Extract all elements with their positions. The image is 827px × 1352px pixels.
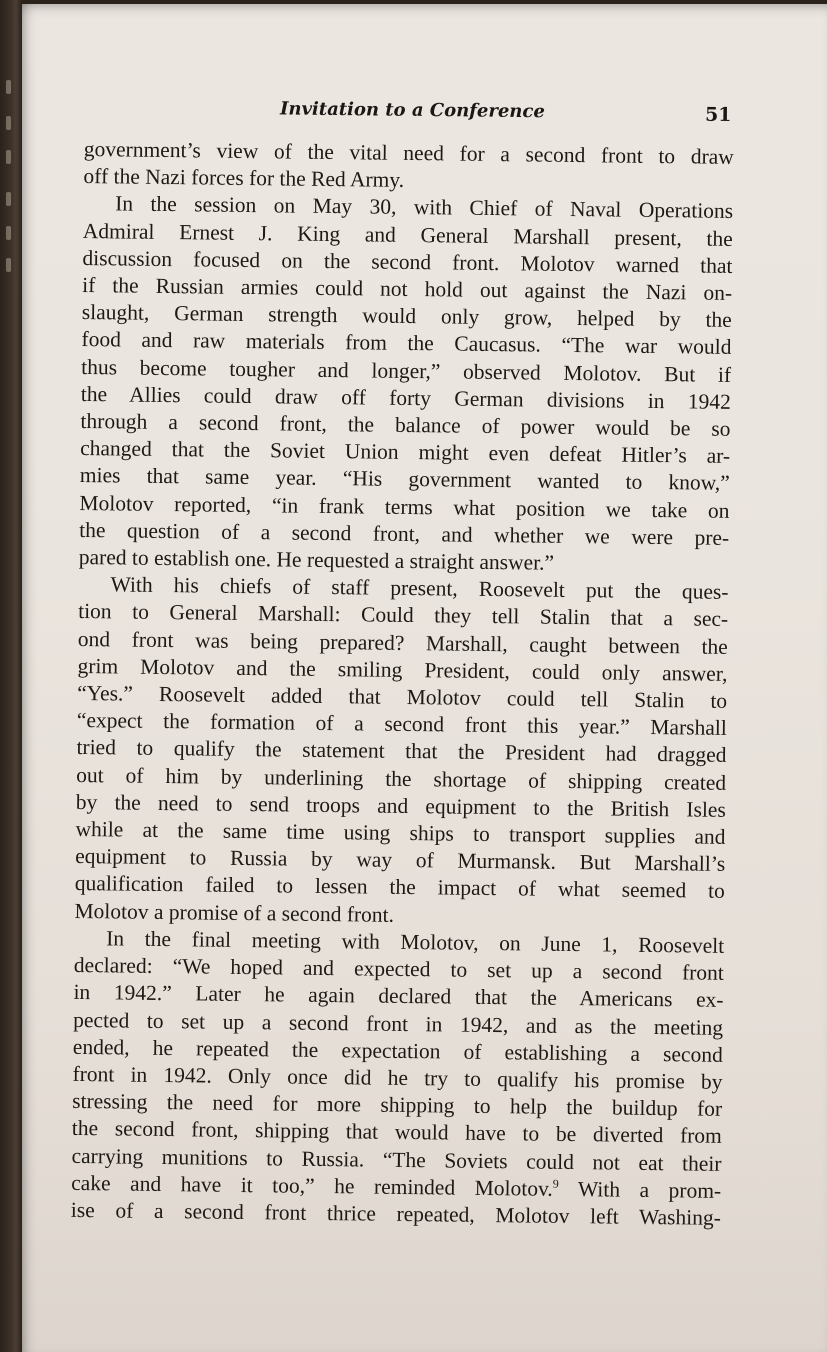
text-line-content: Admiral Ernest J. King and General Marshall present, the xyxy=(82,218,733,251)
text-line-content: by the need to send troops and equipment to the British Isles xyxy=(75,789,726,822)
text-line-content: the question of a second front, and whether we were pre- xyxy=(79,517,730,550)
text-line-content: slaught, German strength would only grow, helped by the xyxy=(81,300,732,333)
text-line-content: off the Nazi forces for the Red Army. xyxy=(83,164,405,193)
text-line-content: food and raw materials from the Caucasus. “The war would xyxy=(81,327,732,360)
text-line-content: tried to qualify the statement that the President had dragged xyxy=(76,735,727,768)
text-line-content: With his chiefs of staff present, Roosevelt put the ques- xyxy=(110,572,729,605)
text-line-content: carrying munitions to Russia. “The Soviets could not eat their xyxy=(71,1143,722,1176)
text-line-content: ond front was being prepared? Marshall, caught between the xyxy=(77,626,728,659)
body-text xyxy=(71,136,734,1232)
text-line-content: In the final meeting with Molotov, on June 1, Roosevelt xyxy=(106,926,725,958)
text-line-content: through a second front, the balance of power would be so xyxy=(80,409,731,441)
facing-page-edge xyxy=(0,80,22,360)
book-page xyxy=(22,4,827,1352)
text-line-content: the Allies could draw off forty German divisions in 1942 xyxy=(80,381,731,414)
text-line-content: tion to General Marshall: Could they tell Stalin that a sec- xyxy=(78,599,729,632)
text-line-content: pared to establish one. He requested a straight answer.” xyxy=(78,545,555,575)
text-line-content: thus become tougher and longer,” observed Molotov. But if xyxy=(81,354,732,387)
text-line-content: changed that the Soviet Union might even defeat Hitler’s ar- xyxy=(80,436,731,469)
text-line-content: out of him by underlining the shortage of shipping created xyxy=(76,762,727,795)
text-line-content: in 1942.” Later he again declared that the Americans ex- xyxy=(73,980,724,1013)
text-line-content: ise of a second front thrice repeated, Molotov left Washing- xyxy=(70,1197,721,1230)
text-line-continuation: With a prom- xyxy=(558,1176,722,1203)
text-line-content: government’s view of the vital need for a second front to draw xyxy=(83,136,734,169)
running-head xyxy=(22,100,827,130)
text-line-content: Molotov a promise of a second front. xyxy=(74,898,395,927)
text-line-content: grim Molotov and the smiling President, could only answer, xyxy=(77,653,728,686)
text-line-content: equipment to Russia by way of Murmansk. But Marshall’s xyxy=(75,844,726,877)
text-line-content: declared: “We hoped and expected to set up a second front xyxy=(73,953,724,985)
text-line-content: “expect the formation of a second front this year.” Marshall xyxy=(76,708,727,741)
text-line-content: pected to set up a second front in 1942, and as the meeting xyxy=(73,1007,724,1040)
page-number: 51 xyxy=(704,103,732,127)
text-line-content: cake and have it too,” he reminded Molotov. xyxy=(71,1170,553,1201)
text-line-content: mies that same year. “His government wanted to know,” xyxy=(79,463,730,496)
text-line-content: discussion focused on the second front. Molotov warned that xyxy=(82,245,733,278)
text-line-content: “Yes.” Roosevelt added that Molotov could tell Stalin to xyxy=(77,681,728,713)
footnote-marker: 9 xyxy=(552,1176,559,1191)
text-line-content: the second front, shipping that would have to be diverted from xyxy=(71,1116,722,1149)
text-line-content: ended, he repeated the expectation of establishing a second xyxy=(72,1034,723,1067)
text-line-content: front in 1942. Only once did he try to qualify his promise by xyxy=(72,1061,723,1094)
text-line-content: qualification failed to lessen the impact of what seemed to xyxy=(74,871,725,904)
text-line-content: if the Russian armies could not hold out against the Nazi on- xyxy=(82,273,733,305)
text-line-content: while at the same time using ships to transport supplies and xyxy=(75,817,726,849)
text-line-content: stressing the need for more shipping to help the buildup for xyxy=(72,1089,723,1121)
text-line-content: Molotov reported, “in frank terms what position we take on xyxy=(79,490,730,523)
text-line-content: In the session on May 30, with Chief of Naval Operations xyxy=(115,191,734,224)
running-title: Invitation to a Conference xyxy=(279,98,545,123)
